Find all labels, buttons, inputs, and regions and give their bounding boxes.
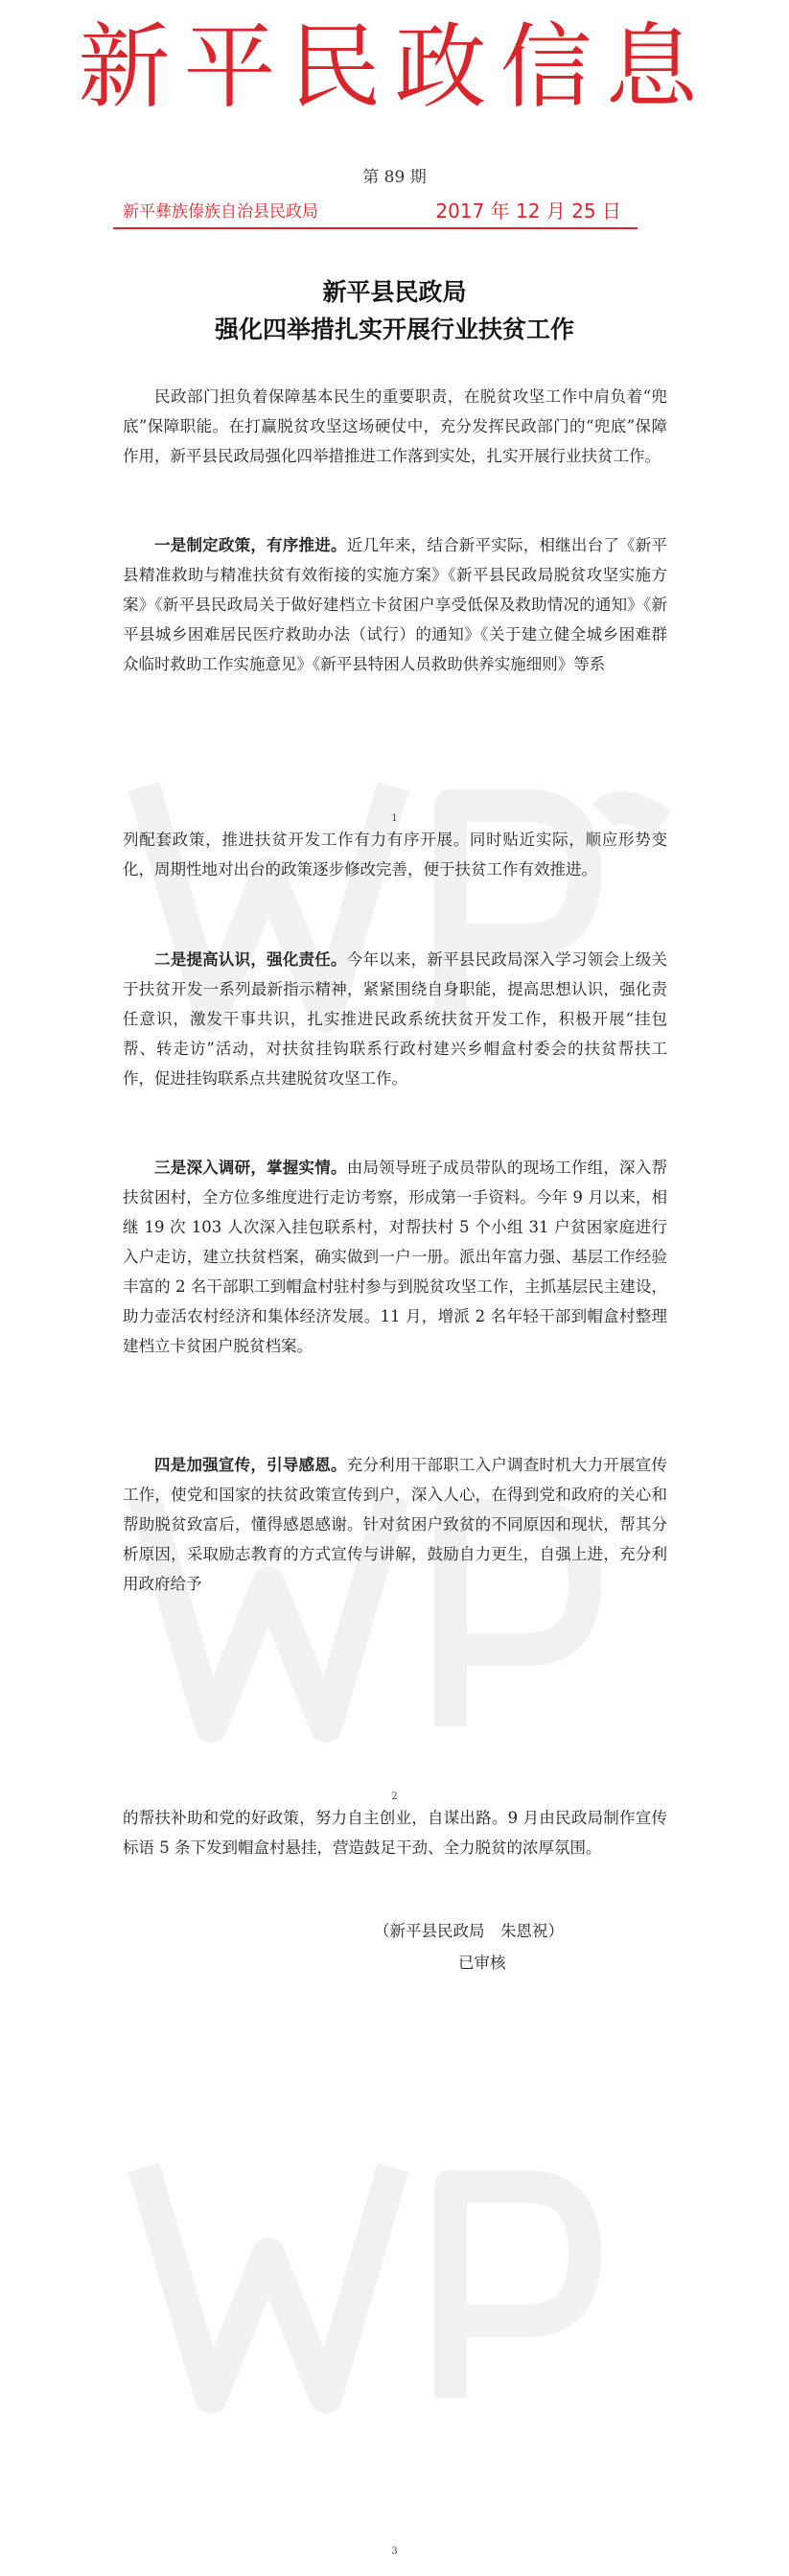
page-number: 3 — [391, 2546, 398, 2557]
section-2-text: 今年以来，新平县民政局深入学习领会上级关于扶贫开发一系列最新指示精神，紧紧围绕自身职能，提高思想认识，强化责任意识，激发干事共识，扎实推进民政系统扶贫开发工作，积极开展“挂包帮、转走访”活动，对扶贫挂钩联系行政村建兴乡帽盒村委会的扶贫帮扶工作，促进挂钩联系点共建脱贫攻坚工作。 — [123, 950, 668, 1088]
intro-paragraph: 民政部门担负着保障基本民生的重要职责，在脱贫攻坚工作中肩负着“兜底”保障职能。在打赢脱贫攻坚这场硬仗中，充分发挥民政部门的“兜底”保障作用，新平县民政局强化四举措推进工作落到实处，扎实开展行业扶贫工作。 — [123, 387, 667, 465]
section-1-text: 近几年来，结合新平实际，相继出台了《新平县精准救助与精准扶贫有效衔接的实施方案》《新平县民政局脱贫攻坚实施方案》《新平县民政局关于做好建档立卡贫困户享受低保及救助情况的通知》《新平县城乡困难居民医疗救助办法（试行）的通知》《关于建立健全城乡困难群众临时救助工作实施意见》《新平县特困人员救助供养实施细则》等系 — [123, 536, 668, 673]
section-1-continuation: 列配套政策，推进扶贫开发工作有力有序开展。同时贴近实际，顺应形势变化，周期性地对出台的政策逐步修改完善，便于扶贫工作有效推进。 — [123, 831, 667, 878]
review-status: 已审核 — [458, 1954, 506, 1972]
page-number: 1 — [391, 813, 398, 824]
section-4-heading: 四是加强宣传，引导感恩。 — [154, 1456, 347, 1474]
section-3-heading: 三是深入调研，掌握实情。 — [154, 1159, 347, 1177]
header-divider — [113, 227, 638, 229]
issue-number: 第 89 期 — [362, 168, 427, 187]
article-title-line2: 强化四举措扎实开展行业扶贫工作 — [214, 316, 574, 343]
section-4-text: 充分利用干部职工入户调查时机大力开展宣传工作，使党和国家的扶贫政策宣传到户，深入人心，在得到党和政府的关心和帮助脱贫致富后，懂得感恩感谢。针对贫困户致贫的不同原因和现状，帮其分析原因，采取励志教育的方式宣传与讲解，鼓励自力更生，自强上进，充分利用政府给予 — [123, 1456, 668, 1593]
article-title-line1: 新平县民政局 — [322, 278, 467, 306]
issue-date: 2017 年 12 月 25 日 — [435, 199, 621, 222]
section-4-continuation: 的帮扶补助和党的好政策，努力自主创业，自谋出路。9 月由民政局制作宣传标语 5 条下发到帽盒村悬挂，营造鼓足干劲、全力脱贫的浓厚氛围。 — [123, 1809, 667, 1857]
page-number: 2 — [391, 1791, 398, 1802]
section-3-paragraph — [123, 1153, 667, 1361]
wps-watermark-icon — [105, 2110, 681, 2455]
section-3-text: 由局领导班子成员带队的现场工作组，深入帮扶贫困村，全方位多维度进行走访考察，形成第一手资料。今年 9 月以来，相继 19 次 103 人次深入挂包联系村，对帮扶村 5 个小组 31 户贫困家庭进行入户走访，建立扶贫档案，确实做到一户一册。派出年富力强、基层工作经验丰富的 2 名干部职工到帽盒村驻村参与到脱贫攻坚工作，主抓基层民主建设，助力壶活农村经济和集体经济发展。11 月，增派 2 名年轻干部到帽盒村整理建档立卡贫困户脱贫档案。 — [123, 1159, 668, 1355]
section-1-heading: 一是制定政策，有序推进。 — [154, 536, 347, 554]
section-4-paragraph — [123, 1450, 667, 1599]
section-2-paragraph — [123, 945, 667, 1093]
author-signature: （新平县民政局 朱恩祝） — [374, 1922, 564, 1940]
masthead: 新平民政信息 — [78, 13, 711, 121]
issuing-department: 新平彝族傣族自治县民政局 — [123, 202, 318, 222]
section-1-paragraph — [123, 530, 667, 679]
section-2-heading: 二是提高认识，强化责任。 — [154, 950, 347, 969]
